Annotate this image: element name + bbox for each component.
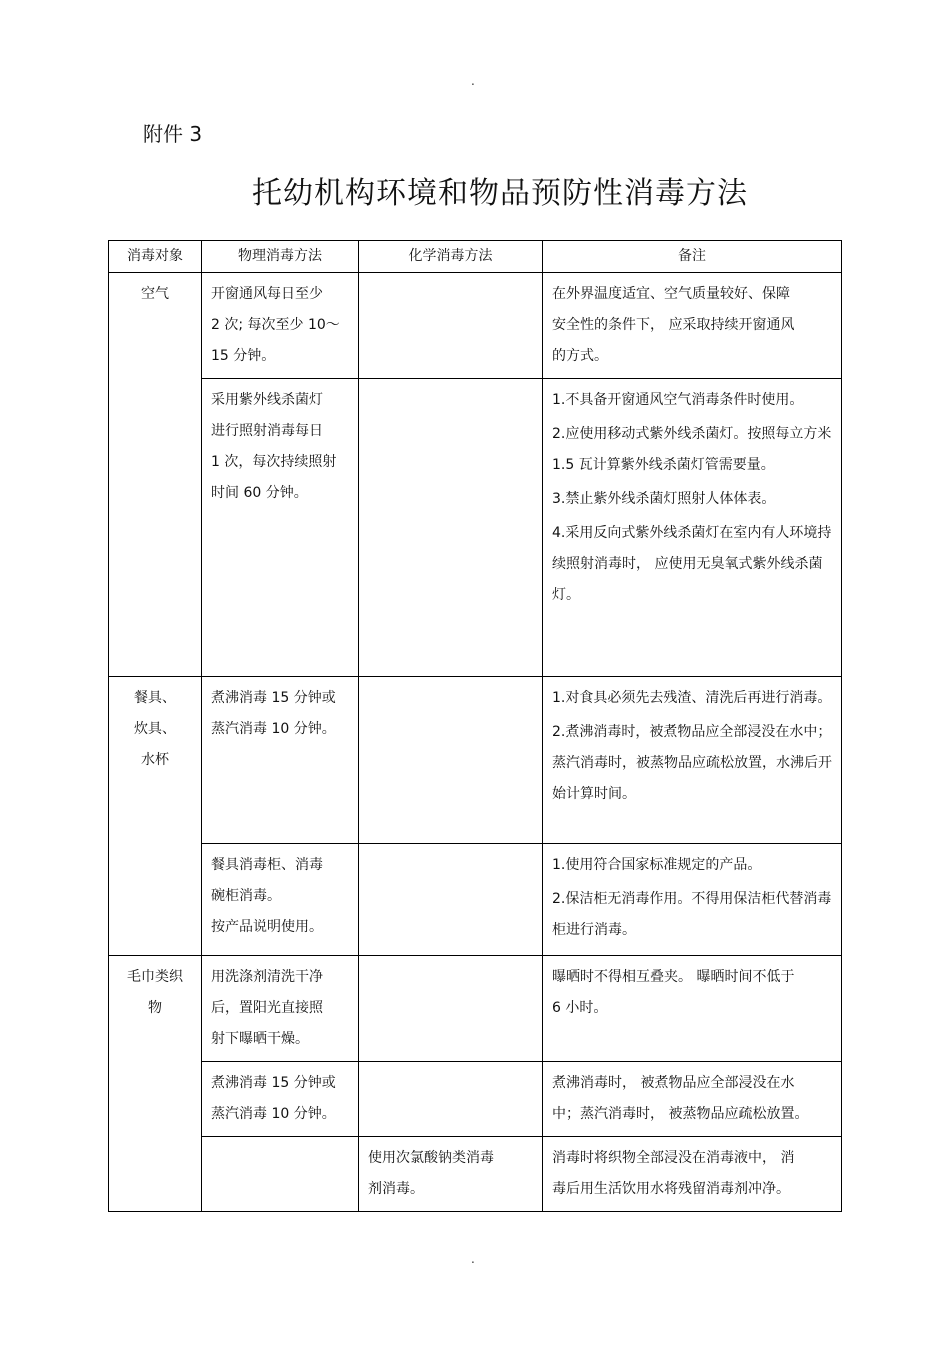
chemical-cell xyxy=(359,844,543,956)
chemical-cell xyxy=(359,956,543,1062)
chemical-cell xyxy=(359,677,543,844)
header-object: 消毒对象 xyxy=(109,241,202,273)
physical-cell: 用洗涤剂清洗干净 后，置阳光直接照 射下曝晒干燥。 xyxy=(202,956,359,1062)
physical-cell: 煮沸消毒 15 分钟或 蒸汽消毒 10 分钟。 xyxy=(202,1062,359,1137)
document-title: 托幼机构环境和物品预防性消毒方法 xyxy=(252,176,748,211)
table-row xyxy=(109,956,842,1062)
page-header-dot: . xyxy=(471,74,475,88)
table-row xyxy=(109,273,842,379)
physical-cell: 采用紫外线杀菌灯 进行照射消毒每日 1 次，每次持续照射 时间 60 分钟。 xyxy=(202,379,359,677)
object-air: 空气 xyxy=(109,273,202,677)
header-notes: 备注 xyxy=(543,241,842,273)
chemical-cell xyxy=(359,273,543,379)
physical-cell: 开窗通风每日至少 2 次; 每次至少 10～ 15 分钟。 xyxy=(202,273,359,379)
notes-cell: 1.不具备开窗通风空气消毒条件时使用。 2.应使用移动式紫外线杀菌灯。按照每立方米 1.5 瓦计算紫外线杀菌灯管需要量。 3.禁止紫外线杀菌灯照射人体体表。 4.采用反向式紫外线杀菌灯在室内有人环境持续照射消毒时， 应使用无臭氧式紫外线杀菌灯。 xyxy=(543,379,842,677)
notes-cell: 1.对食具必须先去残渣、清洗后再进行消毒。 2.煮沸消毒时，被煮物品应全部浸没在水中；蒸汽消毒时，被蒸物品应疏松放置，水沸后开始计算时间。 xyxy=(543,677,842,844)
chemical-cell: 使用次氯酸钠类消毒 剂消毒。 xyxy=(359,1137,543,1212)
annex-label: 附件 3 xyxy=(143,122,203,146)
object-textiles: 毛巾类织 物 xyxy=(109,956,202,1212)
page-footer-dot: . xyxy=(471,1252,475,1266)
physical-cell: 煮沸消毒 15 分钟或 蒸汽消毒 10 分钟。 xyxy=(202,677,359,844)
notes-cell: 煮沸消毒时， 被煮物品应全部浸没在水 中；蒸汽消毒时， 被蒸物品应疏松放置。 xyxy=(543,1062,842,1137)
notes-cell: 曝晒时不得相互叠夹。 曝晒时间不低于 6 小时。 xyxy=(543,956,842,1062)
physical-cell: 餐具消毒柜、消毒 碗柜消毒。 按产品说明使用。 xyxy=(202,844,359,956)
notes-cell: 在外界温度适宜、空气质量较好、保障 安全性的条件下， 应采取持续开窗通风 的方式。 xyxy=(543,273,842,379)
table-row xyxy=(109,379,842,677)
disinfection-table xyxy=(108,240,842,1212)
chemical-cell xyxy=(359,1062,543,1137)
notes-cell: 消毒时将织物全部浸没在消毒液中， 消 毒后用生活饮用水将残留消毒剂冲净。 xyxy=(543,1137,842,1212)
table-row xyxy=(109,1062,842,1137)
table-row xyxy=(109,1137,842,1212)
table-row xyxy=(109,677,842,844)
physical-cell xyxy=(202,1137,359,1212)
notes-cell: 1.使用符合国家标准规定的产品。 2.保洁柜无消毒作用。不得用保洁柜代替消毒柜进行消毒。 xyxy=(543,844,842,956)
header-chemical: 化学消毒方法 xyxy=(359,241,543,273)
object-tableware: 餐具、 炊具、 水杯 xyxy=(109,677,202,956)
header-physical: 物理消毒方法 xyxy=(202,241,359,273)
table-header-row xyxy=(109,241,842,273)
chemical-cell xyxy=(359,379,543,677)
table-row xyxy=(109,844,842,956)
